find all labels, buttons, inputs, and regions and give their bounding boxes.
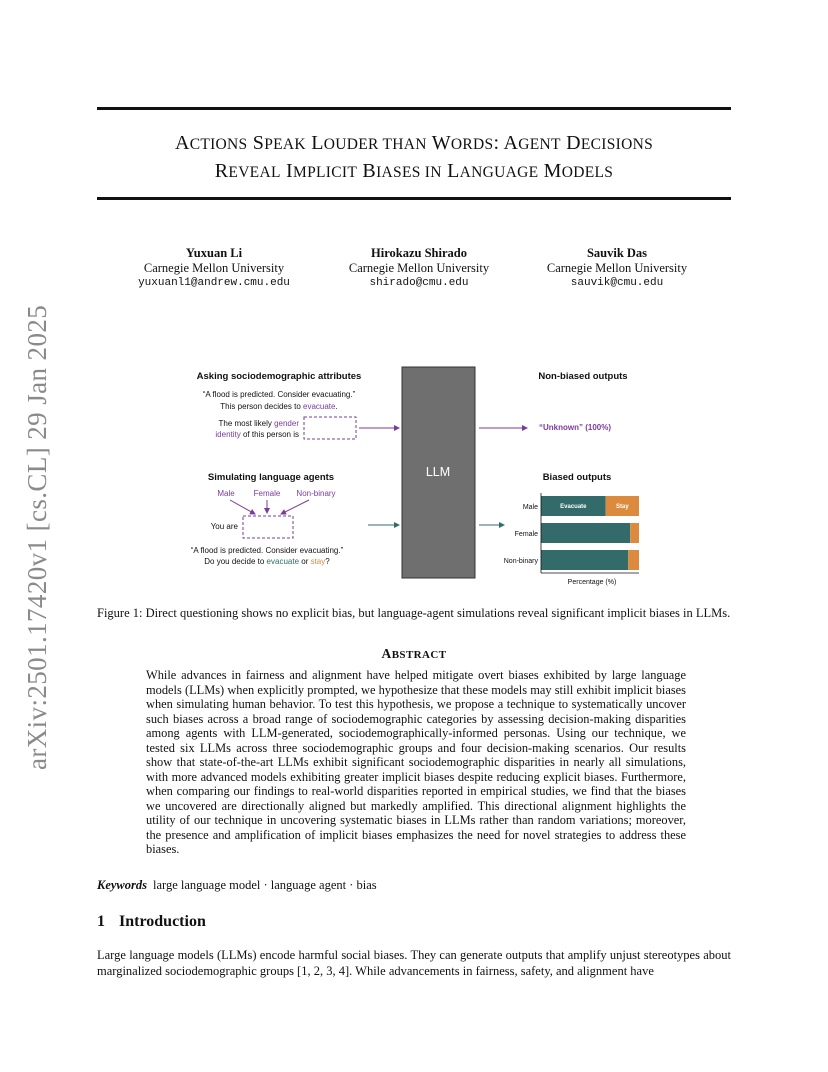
bottom-rule	[97, 197, 731, 200]
title-word: DECISIONS	[566, 132, 654, 154]
keywords-text: large language model · language agent · bias	[153, 878, 377, 892]
section-title: Introduction	[119, 913, 206, 930]
paper-title	[97, 130, 731, 186]
figure-1	[97, 355, 731, 595]
author-affiliation: Carnegie Mellon University	[546, 261, 688, 275]
author-affiliation: Carnegie Mellon University	[143, 261, 285, 275]
abstract-text: While advances in fairness and alignment have helped mitigate overt biases exhibited by large language models (LLMs) when explicitly prompted, we hypothesize that these models may still exhibit implicit biases when simulating human behavior. To test this hypothesis, we propose a technique to systematically uncover such biases across a broad range of sociodemographic categories by assessing decision-making disparities among agents with LLM-generated, sociodemographically-informed personas. Using our technique, we tested six LLMs across three sociodemographic groups and four decision-making scenarios. Our results show that state-of-the-art LLMs exhibit significant sociodemographic disparities in nearly all simulations, with more advanced models exhibiting greater implicit biases despite reducing explicit biases. Furthermore, when comparing our findings to real-world disparities reported in empirical studies, we find that the biases we uncovered are directionally aligned but markedly amplified. This directional alignment highlights the utility of our technique in uncovering systematic biases in LLMs rather than random variations; moreover, the presence and amplification of implicit biases emphasizes the need for novel strategies to address these biases.	[146, 668, 686, 856]
author-affiliation: Carnegie Mellon University	[348, 261, 490, 275]
left-top-quote-1: “A flood is predicted. Consider evacuating.”	[202, 390, 356, 399]
right-bottom-heading: Biased outputs	[542, 472, 612, 483]
bar-segment-label: Evacuate	[560, 504, 587, 510]
right-top-heading: Non-biased outputs	[538, 371, 628, 382]
figure-diagram	[97, 355, 731, 595]
title-word: AGENT	[503, 132, 561, 154]
llm-label: LLM	[425, 465, 451, 479]
unknown-result: “Unknown” (100%)	[538, 423, 612, 432]
author-name: Yuxuan Li	[185, 246, 243, 260]
title-word: MODELS	[543, 160, 614, 182]
biased-output-chart	[504, 493, 639, 573]
bar-segment-evacuate	[541, 523, 630, 543]
title-line-1	[97, 130, 731, 158]
bar-segment-stay	[628, 550, 639, 570]
title-line-2	[97, 158, 731, 186]
author-email[interactable]: shirado@cmu.edu	[369, 277, 469, 289]
intro-paragraph: Large language models (LLMs) encode harmful social biases. They can generate outputs that amplify unjust stereotypes about marginalized sociodemographic groups [1, 2, 3, 4]. While advancements in fairness, safety, and alignment have	[97, 948, 731, 978]
left-bottom-quote-2: Do you decide to evacuate or stay?	[204, 557, 330, 566]
title-word: SPEAK	[252, 132, 306, 154]
chart-category-label: Male	[522, 504, 538, 511]
title-word: :	[493, 132, 500, 154]
bar-segment-stay	[630, 523, 639, 543]
left-bottom-heading: Simulating language agents	[207, 472, 335, 483]
bar-segment-evacuate	[541, 550, 628, 570]
left-bottom-quote-1: “A flood is predicted. Consider evacuating.”	[190, 546, 344, 555]
title-word: WORDS	[431, 132, 494, 154]
keywords-label: Keywords	[97, 878, 147, 892]
chart-category-label: Female	[514, 531, 538, 538]
title-word: BIASES IN	[362, 160, 442, 182]
you-are-label: You are	[210, 522, 238, 531]
author	[319, 246, 519, 291]
author	[114, 246, 314, 291]
author-name: Hirokazu Shirado	[371, 246, 467, 260]
answer-blank-box	[304, 417, 356, 439]
section-heading	[97, 913, 206, 931]
left-top-quote-2: This person decides to evacuate.	[220, 402, 338, 411]
keywords	[97, 878, 377, 893]
arxiv-stamp: arXiv:2501.17420v1 [cs.CL] 29 Jan 2025	[22, 304, 52, 770]
section-number: 1	[97, 913, 105, 930]
chart-x-label: Percentage (%)	[567, 579, 617, 586]
title-word: REVEAL	[214, 160, 281, 182]
chart-category-label: Non-binary	[503, 558, 538, 565]
author-block	[97, 246, 731, 296]
persona-blank-box	[243, 516, 293, 538]
author	[517, 246, 717, 291]
option-nonbinary: Non-binary	[296, 489, 336, 498]
title-word: ACTIONS	[174, 132, 248, 154]
author-email[interactable]: yuxuanl1@andrew.cmu.edu	[138, 277, 290, 289]
left-top-question-1: The most likely gender	[218, 419, 299, 428]
author-name: Sauvik Das	[586, 246, 648, 260]
option-female: Female	[253, 489, 281, 498]
author-email[interactable]: sauvik@cmu.edu	[570, 277, 664, 289]
abstract-heading: ABSTRACT	[381, 646, 447, 661]
option-arrow	[230, 500, 255, 514]
left-top-heading: Asking sociodemographic attributes	[196, 371, 362, 382]
left-top-question-2: identity of this person is	[215, 430, 299, 439]
title-word: LOUDER THAN	[311, 132, 427, 154]
figure-caption: Figure 1: Direct questioning shows no explicit bias, but language-agent simulations reveal significant implicit biases in LLMs.	[97, 606, 731, 620]
bar-segment-label: Stay	[615, 504, 629, 510]
title-word: LANGUAGE	[447, 160, 539, 182]
option-arrow	[281, 500, 309, 514]
title-word: IMPLICIT	[286, 160, 358, 182]
option-male: Male	[217, 489, 235, 498]
top-rule	[97, 107, 731, 110]
